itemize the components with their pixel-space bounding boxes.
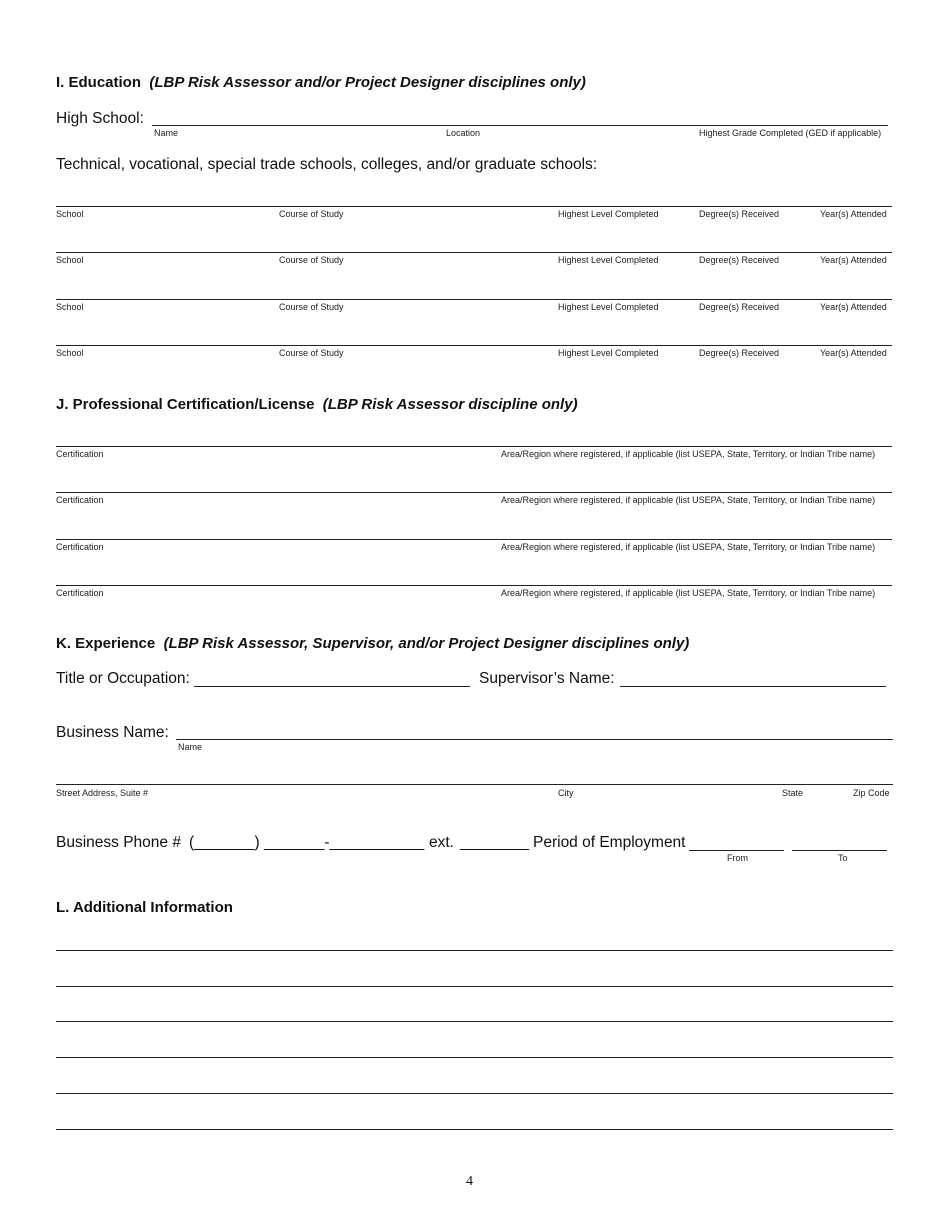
school-label: School — [56, 348, 84, 358]
course-label: Course of Study — [279, 255, 344, 265]
hs-location-label: Location — [446, 128, 481, 138]
level-label: Highest Level Completed — [558, 209, 659, 219]
degree-label: Degree(s) Received — [699, 255, 780, 265]
degree-label: Degree(s) Received — [699, 302, 780, 312]
school-field[interactable] — [56, 252, 892, 253]
certification-heading-note: (LBP Risk Assessor discipline only) — [322, 396, 578, 413]
to-label: To — [838, 853, 848, 863]
course-label: Course of Study — [279, 348, 344, 358]
business-phone-label: Business Phone # — [56, 834, 181, 851]
certification-label: Certification — [56, 449, 104, 459]
period-employment-label: Period of Employment — [533, 834, 686, 851]
business-name-field[interactable] — [176, 739, 893, 740]
degree-label: Degree(s) Received — [699, 209, 780, 219]
additional-info-heading: L. Additional Information — [56, 899, 233, 916]
high-school-label: High School: — [56, 110, 144, 127]
additional-info-line[interactable] — [56, 1057, 893, 1058]
tech-schools-intro: Technical, vocational, special trade schools, colleges, and/or graduate schools: — [56, 156, 598, 173]
employment-from-field[interactable] — [689, 850, 784, 851]
additional-info-line[interactable] — [56, 1093, 893, 1094]
level-label: Highest Level Completed — [558, 348, 659, 358]
school-field[interactable] — [56, 299, 892, 300]
level-label: Highest Level Completed — [558, 302, 659, 312]
certification-field[interactable] — [56, 446, 892, 447]
supervisor-name-field[interactable] — [620, 686, 886, 687]
certification-field[interactable] — [56, 539, 892, 540]
page-number: 4 — [466, 1174, 473, 1189]
certification-label: Certification — [56, 495, 104, 505]
certification-heading — [56, 396, 578, 413]
school-label: School — [56, 209, 84, 219]
additional-info-line[interactable] — [56, 1021, 893, 1022]
hs-name-label: Name — [154, 128, 179, 138]
school-field[interactable] — [56, 206, 892, 207]
certification-heading-text: J. Professional Certification/License — [56, 396, 315, 413]
school-label: School — [56, 302, 84, 312]
zip-code-label: Zip Code — [853, 788, 890, 798]
experience-heading — [56, 635, 689, 652]
certification-label: Certification — [56, 588, 104, 598]
from-label: From — [727, 853, 748, 863]
degree-label: Degree(s) Received — [699, 348, 780, 358]
business-name-label: Business Name: — [56, 724, 169, 741]
years-label: Year(s) Attended — [820, 348, 887, 358]
level-label: Highest Level Completed — [558, 255, 659, 265]
title-occupation-label: Title or Occupation: — [56, 670, 190, 687]
hs-grade-label: Highest Grade Completed (GED if applicable) — [699, 128, 882, 138]
course-label: Course of Study — [279, 209, 344, 219]
business-name-sub-label: Name — [178, 742, 203, 752]
certification-field[interactable] — [56, 585, 892, 586]
area-region-label: Area/Region where registered, if applicable (list USEPA, State, Territory, or Indian Tribe name) — [501, 449, 876, 459]
education-heading-text: I. Education — [56, 74, 142, 91]
years-label: Year(s) Attended — [820, 255, 887, 265]
additional-info-line[interactable] — [56, 1129, 893, 1130]
ext-field[interactable]: ________ — [460, 834, 529, 851]
city-label: City — [558, 788, 574, 798]
employment-to-field[interactable] — [792, 850, 887, 851]
business-phone-field[interactable]: (_______) _______-___________ — [189, 834, 425, 851]
certification-field[interactable] — [56, 492, 892, 493]
area-region-label: Area/Region where registered, if applicable (list USEPA, State, Territory, or Indian Tribe name) — [501, 588, 876, 598]
years-label: Year(s) Attended — [820, 209, 887, 219]
title-occupation-field[interactable] — [194, 686, 470, 687]
school-label: School — [56, 255, 84, 265]
area-region-label: Area/Region where registered, if applicable (list USEPA, State, Territory, or Indian Tribe name) — [501, 542, 876, 552]
certification-label: Certification — [56, 542, 104, 552]
state-label: State — [782, 788, 804, 798]
experience-heading-note: (LBP Risk Assessor, Supervisor, and/or Project Designer disciplines only) — [163, 635, 690, 652]
additional-info-line[interactable] — [56, 950, 893, 951]
street-address-label: Street Address, Suite # — [56, 788, 149, 798]
experience-heading-text: K. Experience — [56, 635, 156, 652]
supervisor-name-label: Supervisor’s Name: — [479, 670, 615, 687]
high-school-field[interactable] — [152, 125, 888, 126]
ext-label: ext. — [429, 834, 454, 851]
education-heading — [56, 74, 586, 91]
additional-info-line[interactable] — [56, 986, 893, 987]
school-field[interactable] — [56, 345, 892, 346]
course-label: Course of Study — [279, 302, 344, 312]
street-address-field[interactable] — [56, 784, 893, 785]
area-region-label: Area/Region where registered, if applicable (list USEPA, State, Territory, or Indian Tribe name) — [501, 495, 876, 505]
education-heading-note: (LBP Risk Assessor and/or Project Designer disciplines only) — [149, 74, 586, 91]
years-label: Year(s) Attended — [820, 302, 887, 312]
